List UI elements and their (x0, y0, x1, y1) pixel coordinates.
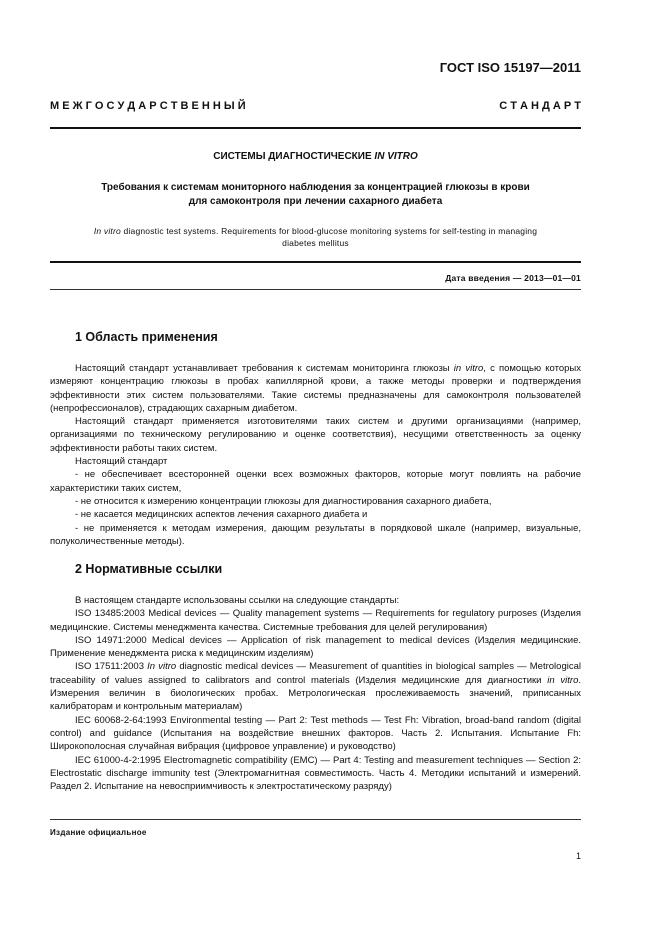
english-title-line2: diabetes mellitus (282, 238, 349, 248)
section-heading-normative-references: 2 Нормативные ссылки (75, 562, 223, 576)
introduction-date: Дата введения — 2013—01—01 (445, 273, 581, 283)
requirements-title-line2: для самоконтроля при лечении сахарного диабета (188, 196, 443, 207)
english-title-italic: In vitro (93, 226, 121, 236)
ref3-text-c: . Измерения величин в биологических пробах. Метрологическая прослеживаемость значений, приписанных калибраторам и контрольным материалам) (50, 674, 581, 713)
scope-dash-item-3: - не касается медицинских аспектов лечения сахарного диабета и (75, 509, 368, 521)
scope-p1-text-b: , с помощью которых измеряют концентрацию глюкозы в пробах капиллярной крови, а также методы проверки и подтверждения эффективности этих систем пользователями. Такие системы предназначены для самоконтроля пользователей (непрофессионалов), страдающих сахарным диабетом. (50, 363, 581, 414)
scope-p1-italic: in vitro (453, 363, 484, 374)
title-divider (50, 261, 581, 263)
scope-paragraph-1 (50, 362, 581, 415)
official-edition-label: Издание официальное (50, 828, 147, 837)
interstate-standard-banner (50, 100, 581, 112)
footer-divider (50, 819, 581, 820)
references-body (50, 594, 581, 793)
reference-iec-60068: IEC 60068-2-64:1993 Environmental testing — Part 2: Test methods — Test Fh: Vibration, broad-band random (digital control) and guidance (Испытания на воздействие внешних факторов. Часть 2. Испытания. Испытание Fh: Широкополосная случайная вибрация (цифровое управление) и руководство) (50, 714, 581, 753)
systems-title (50, 151, 581, 162)
scope-dash-item-1: - не обеспечивает всесторонней оценки всех возможных факторов, которые могут повлиять на рабочие характеристики таких систем, (50, 469, 581, 494)
reference-iec-61000: IEC 61000-4-2:1995 Electromagnetic compatibility (EMC) — Part 4: Testing and measurement techniques — Section 2: Electrostatic discharge immunity test (Электромагнитная совместимость. Часть 4. Методики испытаний и измерений. Раздел 2. Испытание на невосприимчивость к электростатическому разряду) (50, 754, 581, 793)
systems-title-text: СИСТЕМЫ ДИАГНОСТИЧЕСКИЕ (213, 151, 375, 162)
systems-title-italic: IN VITRO (374, 151, 418, 162)
banner-word-interstate: М Е Ж Г О С У Д А Р С Т В Е Н Н Ы Й (50, 100, 246, 112)
english-title (50, 225, 581, 249)
page-number: 1 (575, 851, 581, 861)
ref3-text-b: diagnostic medical devices — Measurement of quantities in biological samples — Metrological traceability of values assigned to calibrators and control materials (Изделия медицинские для диагностики (50, 661, 581, 686)
english-title-line1: diagnostic test systems. Requirements for blood-glucose monitoring systems for self-testing in managing (120, 226, 538, 236)
ref3-italic: In vitro (147, 661, 177, 673)
scope-body (50, 362, 581, 548)
scope-dash-item-2: - не относится к измерению концентрации глюкозы для диагностирования сахарного диабета, (75, 495, 492, 507)
requirements-title-line1: Требования к системам мониторного наблюдения за концентрацией глюкозы в крови (101, 182, 530, 193)
ref3-text-a: ISO 17511:2003 (75, 661, 148, 673)
date-divider (50, 289, 581, 290)
reference-iso-14971: ISO 14971:2000 Medical devices — Application of risk management to medical devices (Изделия медицинские. Применение менеджмента риска к медицинским изделиям) (50, 634, 581, 660)
scope-paragraph-3: Настоящий стандарт (75, 456, 168, 468)
ref3-italic-2: in vitro (547, 674, 579, 686)
reference-iso-13485: ISO 13485:2003 Medical devices — Quality management systems — Requirements for regulatory purposes (Изделия медицинские. Системы менеджмента качества. Системные требования для целей регулирования) (50, 608, 581, 633)
banner-word-standard: С Т А Н Д А Р Т (499, 100, 581, 112)
reference-iso-17511 (50, 660, 581, 713)
section-heading-scope: 1 Область применения (75, 330, 218, 344)
document-number: ГОСТ ISO 15197—2011 (439, 60, 581, 75)
requirements-title (50, 181, 581, 209)
references-intro: В настоящем стандарте использованы ссылки на следующие стандарты: (75, 595, 400, 606)
scope-paragraph-2: Настоящий стандарт применяется изготовителями таких систем и другими организациями (например, организациями по техническому регулированию и оценке соответствия), несущими ответственность за оценку эффективности работы таких систем. (50, 416, 581, 454)
header-divider (50, 127, 581, 129)
scope-dash-item-4: - не применяется к методам измерения, дающим результаты в порядковой шкале (например, визуальные, полуколичественные методы). (50, 522, 581, 547)
scope-p1-text-a: Настоящий стандарт устанавливает требования к системам мониторинга глюкозы (75, 363, 454, 374)
